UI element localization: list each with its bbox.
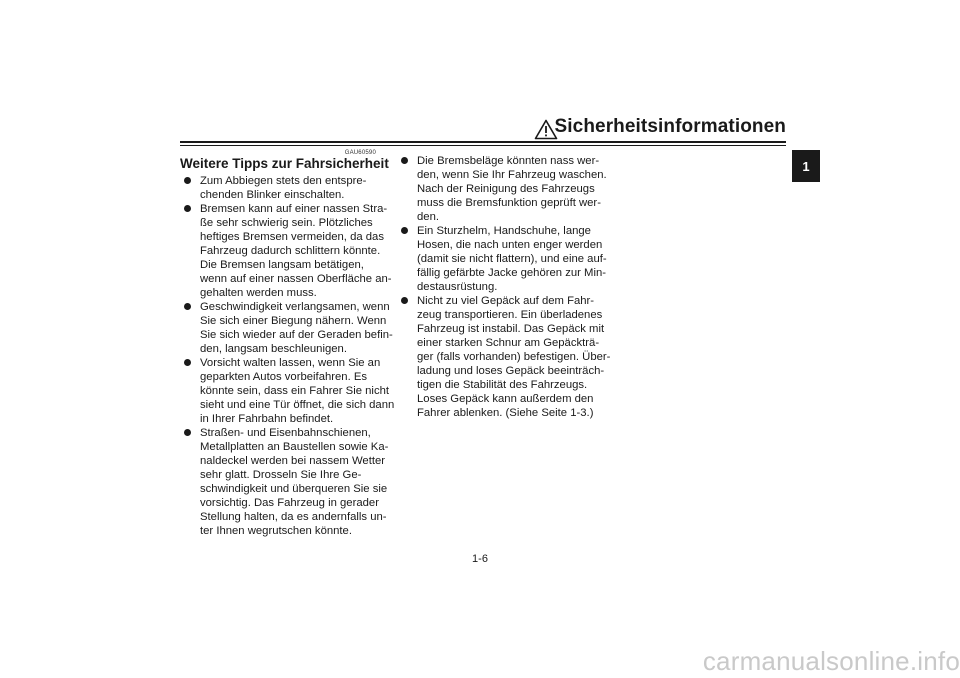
list-item-text: den, wenn Sie Ihr Fahrzeug waschen. (417, 169, 607, 181)
list-item (397, 294, 611, 420)
list-item-text: naldeckel werden bei nassem Wetter (200, 455, 386, 467)
list-item-text: schwindigkeit und überqueren Sie sie (200, 483, 388, 495)
bullet-icon (184, 205, 191, 212)
bullet-icon (401, 297, 408, 304)
safety-tips-list-right (397, 154, 611, 420)
list-item-text: Die Bremsbeläge könnten nass wer- (417, 155, 600, 167)
list-item-text: in Ihrer Fahrbahn befindet. (200, 413, 334, 425)
list-item-text: Bremsen kann auf einer nassen Stra- (200, 203, 388, 215)
list-item-text: ter Ihnen wegrutschen könnte. (200, 525, 352, 537)
list-item-text: Straßen- und Eisenbahnschienen, (200, 427, 371, 439)
list-item (397, 154, 607, 224)
list-item-text: Fahrer ablenken. (Siehe Seite 1-3.) (417, 407, 594, 419)
list-item-text: muss die Bremsfunktion geprüft wer- (417, 197, 601, 209)
list-item-text: Nach der Reinigung des Fahrzeugs (417, 183, 595, 195)
list-item (180, 174, 376, 202)
header-divider-thin (180, 145, 786, 146)
list-item-text: Loses Gepäck kann außerdem den (417, 393, 594, 405)
list-item-text: Stellung halten, da es andernfalls un- (200, 511, 387, 523)
list-item-text: den. (417, 211, 439, 223)
list-item-text: ladung und loses Gepäck beeinträch- (417, 365, 605, 377)
list-item (180, 426, 389, 538)
list-item-text: wenn auf einer nassen Oberfläche an- (200, 273, 392, 285)
bullet-icon (184, 359, 191, 366)
section-code: GAU60590 (344, 150, 376, 156)
list-item-text: einer starken Schnur am Gepäckträ- (417, 337, 600, 349)
list-item (180, 300, 393, 356)
list-item-text: Die Bremsen langsam betätigen, (200, 259, 364, 271)
list-item-text: Nicht zu viel Gepäck auf dem Fahr- (417, 295, 595, 307)
list-item-text: Metallplatten an Baustellen sowie Ka- (200, 441, 389, 453)
list-item (180, 356, 395, 426)
header-divider (180, 141, 786, 143)
bullet-icon (401, 157, 408, 164)
page-title: Sicherheitsinformationen (554, 116, 786, 137)
list-item-text: Hosen, die nach unten enger werden (417, 239, 603, 251)
left-column (180, 150, 395, 538)
list-item-text: Ein Sturzhelm, Handschuhe, lange (417, 225, 591, 237)
list-item-text: Vorsicht walten lassen, wenn Sie an (200, 357, 381, 369)
list-item-text: vorsichtig. Das Fahrzeug in gerader (200, 497, 379, 509)
list-item-text: zeug transportieren. Ein überladenes (417, 309, 603, 321)
chapter-tab: 1 (792, 150, 820, 182)
list-item-text: sehr glatt. Drosseln Sie Ihre Ge- (200, 469, 362, 481)
bullet-icon (184, 177, 191, 184)
watermark: carmanualsonline.info (702, 646, 960, 676)
list-item-text: sieht und eine Tür öffnet, die sich dann (200, 399, 395, 411)
list-item-text: tigen die Stabilität des Fahrzeugs. (417, 379, 588, 391)
page-number: 1-6 (472, 553, 488, 565)
list-item-text: den, langsam beschleunigen. (200, 343, 347, 355)
list-item-text: Zum Abbiegen stets den entspre- (200, 175, 367, 187)
list-item-text: gehalten werden muss. (200, 287, 317, 299)
list-item-text: (damit sie nicht flattern), und eine auf- (417, 253, 607, 265)
bullet-icon (184, 303, 191, 310)
safety-tips-list-left (180, 174, 395, 538)
list-item-text: Fahrzeug ist instabil. Das Gepäck mit (417, 323, 605, 335)
list-item-text: chenden Blinker einschalten. (200, 189, 345, 201)
bullet-icon (184, 429, 191, 436)
list-item (180, 202, 392, 300)
right-column (397, 154, 611, 420)
list-item-text: könnte sein, dass ein Fahrer Sie nicht (200, 385, 390, 397)
list-item-text: fällig gefärbte Jacke gehören zur Min- (417, 267, 607, 279)
list-item-text: Sie sich wieder auf der Geraden befin- (200, 329, 393, 341)
list-item (397, 224, 607, 294)
list-item-text: ger (falls vorhanden) befestigen. Über- (417, 351, 611, 363)
list-item-text: ße sehr schwierig sein. Plötzliches (200, 217, 373, 229)
bullet-icon (401, 227, 408, 234)
section-heading: Weitere Tipps zur Fahrsicherheit (180, 156, 389, 171)
list-item-text: Sie sich einer Biegung nähern. Wenn (200, 315, 387, 327)
list-item-text: Fahrzeug dadurch schlittern könnte. (200, 245, 381, 257)
list-item-text: destausrüstung. (417, 281, 498, 293)
list-item-text: geparkten Autos vorbeifahren. Es (200, 371, 368, 383)
list-item-text: heftiges Bremsen vermeiden, da das (200, 231, 384, 243)
list-item-text: Geschwindigkeit verlangsamen, wenn (200, 301, 390, 313)
